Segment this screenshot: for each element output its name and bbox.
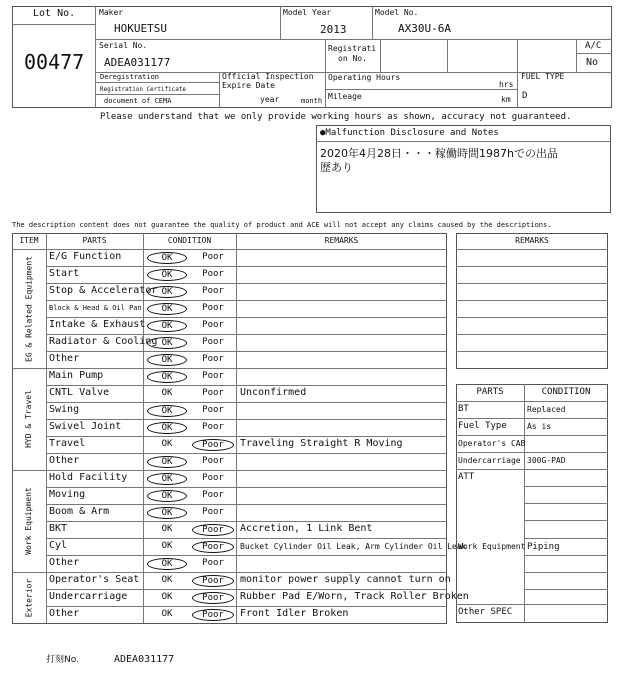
part-label: Start — [49, 268, 80, 279]
part-label: CNTL Valve — [49, 387, 110, 398]
registration-label-2: on No. — [338, 54, 367, 63]
condition-ok: OK — [147, 405, 187, 417]
month-label: month — [301, 97, 323, 105]
group-label: Exterior — [24, 578, 33, 617]
condition-poor: Poor — [192, 541, 234, 553]
part-label: E/G Function — [49, 251, 122, 262]
fuel-type-label: FUEL TYPE — [521, 72, 565, 81]
part-label: BKT — [49, 523, 68, 534]
condition-ok: OK — [147, 490, 187, 502]
spec-condition-header: CONDITION — [541, 387, 591, 397]
condition-ok: OK — [147, 354, 187, 366]
condition-ok: OK — [147, 252, 187, 264]
part-label: Intake & Exhaust — [49, 319, 146, 330]
condition-poor: Poor — [192, 575, 234, 587]
condition-ok: OK — [161, 524, 173, 534]
serial-no-label: Serial No. — [99, 41, 148, 50]
remark-text: Unconfirmed — [240, 387, 307, 398]
part-label: Cyl — [49, 540, 68, 551]
remark-text: Accretion, 1 Link Bent — [240, 523, 373, 534]
other-spec-label: Other SPEC — [458, 607, 513, 617]
remark-text: Traveling Straight R Moving — [240, 438, 403, 449]
condition-ok: OK — [147, 473, 187, 485]
part-label: Other — [49, 353, 80, 364]
part-label: Other — [49, 608, 80, 619]
condition-poor: Poor — [192, 609, 234, 621]
condition-poor: Poor — [202, 286, 224, 296]
malfunction-box — [316, 125, 611, 213]
condition-poor: Poor — [192, 439, 234, 451]
work-equipment-value: Piping — [527, 542, 560, 552]
part-label: Radiator & Cooling — [49, 336, 158, 347]
condition-ok: OK — [147, 303, 187, 315]
right-remarks-header: REMARKS — [515, 236, 549, 245]
registration-label: Registrati — [328, 44, 377, 53]
part-label: Block & Head & Oil Pan — [49, 304, 142, 312]
condition-poor: Poor — [202, 320, 224, 330]
km-label: km — [501, 95, 511, 104]
condition-ok: OK — [161, 575, 173, 585]
model-no-value: AX30U-6A — [398, 22, 451, 35]
maker-value: HOKUETSU — [114, 22, 167, 35]
condition-ok: OK — [147, 371, 187, 383]
condition-ok: OK — [147, 507, 187, 519]
model-year-value: 2013 — [320, 23, 347, 36]
serial-no-value: ADEA031177 — [104, 56, 171, 69]
condition-ok: OK — [147, 320, 187, 332]
ac-label: A/C — [585, 41, 602, 51]
condition-poor: Poor — [202, 269, 224, 279]
part-label: Main Pump — [49, 370, 104, 381]
remark-text: Rubber Pad E/Worn, Track Roller Broken — [240, 591, 469, 602]
condition-poor: Poor — [202, 473, 224, 483]
condition-ok: OK — [161, 592, 173, 602]
condition-poor: Poor — [202, 354, 224, 364]
condition-poor: Poor — [202, 456, 224, 466]
condition-poor: Poor — [202, 507, 224, 517]
part-label: Other — [49, 557, 80, 568]
spec-part-label: Undercarriage — [458, 456, 521, 465]
fuel-type-value: D — [522, 91, 528, 101]
spec-condition-value: 300G-PAD — [527, 456, 566, 465]
spec-part-label: BT — [458, 404, 469, 414]
condition-ok: OK — [147, 269, 187, 281]
deregistration-label: Deregistration — [100, 73, 160, 81]
condition-poor: Poor — [202, 388, 224, 398]
group-label: Work Equipment — [24, 487, 33, 555]
year-label: year — [260, 95, 280, 104]
stamp-value: ADEA031177 — [114, 654, 175, 665]
condition-ok: OK — [147, 337, 187, 349]
condition-poor: Poor — [202, 405, 224, 415]
spec-parts-header: PARTS — [476, 387, 504, 397]
part-label: Swing — [49, 404, 80, 415]
remarks-header: REMARKS — [324, 236, 359, 245]
group-label: EG & Related Equipment — [24, 255, 33, 362]
lot-no-label: Lot No. — [33, 8, 76, 19]
condition-ok: OK — [147, 456, 187, 468]
remark-text: Front Idler Broken — [240, 608, 349, 619]
parts-header: PARTS — [82, 236, 107, 245]
model-year-label: Model Year — [283, 8, 332, 17]
stamp-label: 打刻No. — [46, 655, 79, 665]
spec-part-label: Operator's CAB — [458, 439, 526, 448]
condition-ok: OK — [161, 609, 173, 619]
condition-ok: OK — [161, 388, 173, 398]
condition-poor: Poor — [202, 422, 224, 432]
hrs-label: hrs — [499, 80, 514, 89]
condition-poor: Poor — [202, 303, 224, 313]
spec-condition-value: As is — [527, 422, 552, 431]
condition-ok: OK — [147, 422, 187, 434]
condition-ok: OK — [147, 286, 187, 298]
condition-ok: OK — [147, 558, 187, 570]
malfunction-title: ●Malfunction Disclosure and Notes — [320, 128, 499, 138]
condition-poor: Poor — [202, 490, 224, 500]
disclaimer: The description content does not guarantee the quality of product and ACE will not accept any claims caused by the descriptions. — [12, 221, 552, 229]
remark-text: Bucket Cylinder Oil Leak, Arm Cylinder Oil Leak — [240, 542, 467, 551]
condition-poor: Poor — [192, 524, 234, 536]
condition-poor: Poor — [202, 558, 224, 568]
expire-date-label: Expire Date — [222, 81, 275, 90]
part-label: Hold Facility — [49, 472, 128, 483]
item-header: ITEM — [19, 236, 39, 245]
remark-text: monitor power supply cannot turn on — [240, 574, 451, 585]
registration-certificate-label: Registration Certificate — [100, 85, 186, 93]
part-label: Undercarriage — [49, 591, 128, 602]
att-label: ATT — [458, 472, 475, 482]
model-no-label: Model No. — [375, 8, 419, 17]
document-cema-label: document of CEMA — [104, 97, 172, 105]
group-label: HYD & Travel — [24, 390, 33, 448]
malfunction-note-line1: 2020年4月28日・・・稼働時間1987hでの出品 — [320, 147, 558, 160]
work-equipment-label: Work Equipment — [458, 542, 526, 551]
official-inspection-label: Official Inspection — [222, 72, 314, 81]
spec-condition-value: Replaced — [527, 405, 566, 414]
mileage-label: Mileage — [328, 92, 362, 101]
part-label: Other — [49, 455, 80, 466]
hours-notice: Please understand that we only provide working hours as shown, accuracy not guaranteed. — [100, 112, 572, 122]
part-label: Travel — [49, 438, 86, 449]
maker-label: Maker — [99, 8, 124, 17]
part-label: Operator's Seat — [49, 574, 140, 585]
malfunction-note-line2: 歴あり — [320, 161, 353, 174]
part-label: Moving — [49, 489, 86, 500]
part-label: Stop & Accelerator — [49, 285, 158, 296]
condition-ok: OK — [161, 439, 173, 449]
condition-poor: Poor — [202, 371, 224, 381]
part-label: Swivel Joint — [49, 421, 122, 432]
condition-poor: Poor — [202, 252, 224, 262]
part-label: Boom & Arm — [49, 506, 110, 517]
lot-no-value: 00477 — [24, 50, 85, 74]
condition-poor: Poor — [202, 337, 224, 347]
operating-hours-label: Operating Hours — [328, 73, 401, 82]
condition-ok: OK — [161, 541, 173, 551]
condition-header: CONDITION — [167, 236, 212, 245]
ac-value: No — [586, 57, 599, 68]
spec-part-label: Fuel Type — [458, 421, 507, 431]
condition-poor: Poor — [192, 592, 234, 604]
